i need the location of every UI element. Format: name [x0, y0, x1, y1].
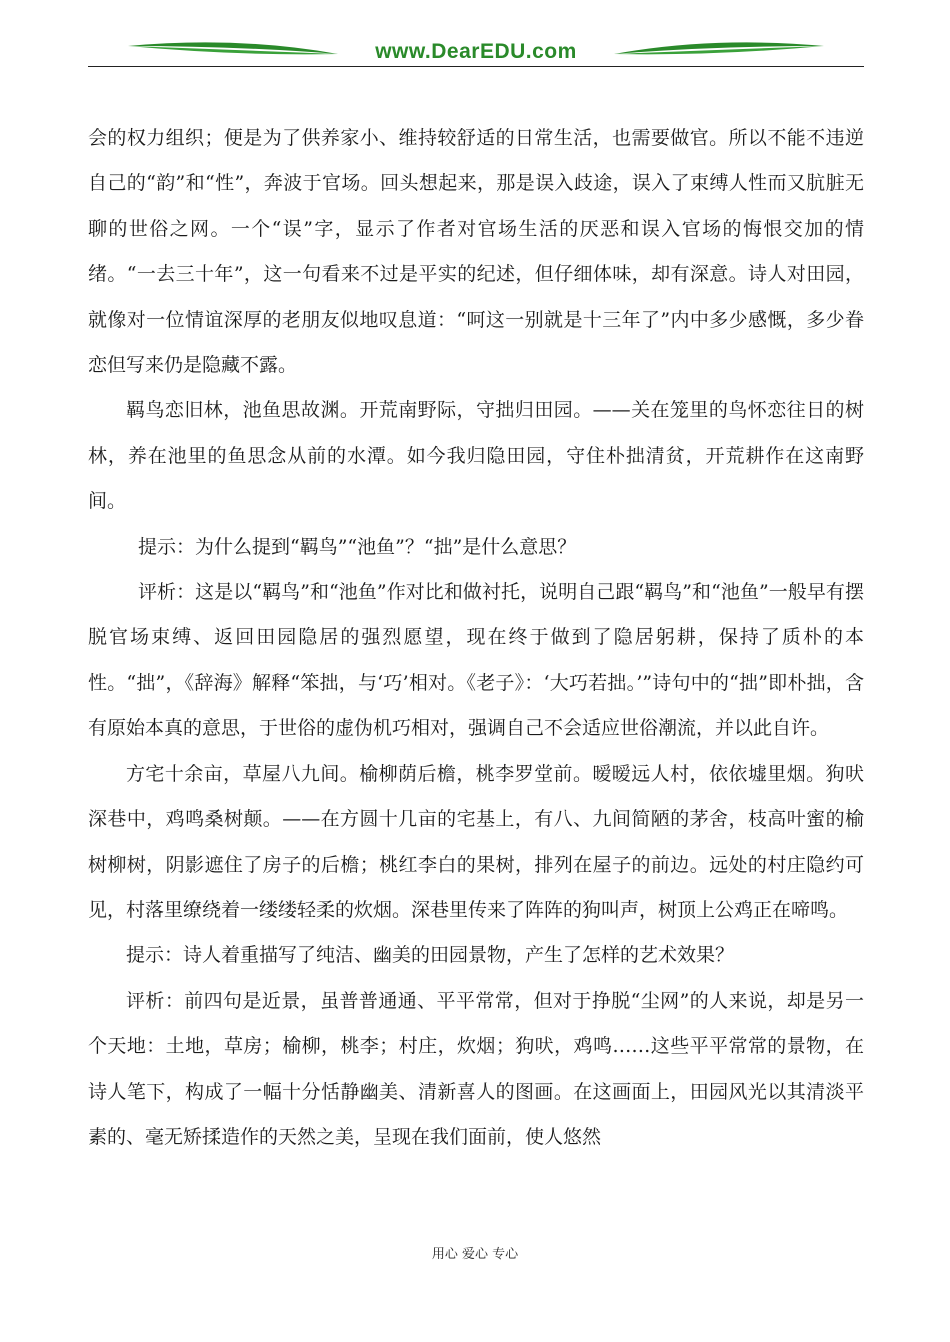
header-divider [88, 66, 864, 67]
paragraph-3: 方宅十余亩，草屋八九间。榆柳荫后檐，桃李罗堂前。暧暧远人村，依依墟里烟。狗吠深巷中，鸡鸣桑树颠。——在方圆十几亩的宅基上，有八、九间简陋的茅舍，枝高叶蜜的榆树柳树，阴影遮住了房子的后檐；桃红李白的果树，排列在屋子的前边。远处的村庄隐约可见，村落里缭绕着一缕缕轻柔的炊烟。深巷里传来了阵阵的狗叫声，树顶上公鸡正在啼鸣。 [88, 762, 864, 921]
prompt-1: 提示：为什么提到“羁鸟”“池鱼”？“拙”是什么意思？ [138, 535, 577, 558]
page-footer: 用心 爱心 专心 [431, 1247, 519, 1262]
page-header [88, 34, 864, 74]
paragraph-1: 会的权力组织；便是为了供养家小、维持较舒适的日常生活，也需要做官。所以不能不违逆自己的“韵”和“性”，奔波于官场。回头想起来，那是误入歧途，误入了束缚人性而又肮脏无聊的世俗之网。一个“误”字，显示了作者对官场生活的厌恶和误入官场的悔恨交加的情绪。“一去三十年”，这一句看来不过是平实的纪述，但仔细体味，却有深意。诗人对田园，就像对一位情谊深厚的老朋友似地叹息道：“呵这一别就是十三年了”内中多少感慨，多少眷恋但写来仍是隐藏不露。 [88, 127, 864, 377]
analysis-2: 评析：前四句是近景，虽普普通通、平平常常，但对于挣脱“尘网”的人来说，却是另一个天地：土地，草房；榆柳，桃李；村庄，炊烟；狗吠，鸡鸣……这些平平常常的景物，在诗人笔下，构成了一幅十分恬静幽美、清新喜人的图画。在这画面上，田园风光以其清淡平素的、毫无矫揉造作的天然之美，呈现在我们面前，使人悠然 [88, 989, 864, 1148]
paragraph-2: 羁鸟恋旧林，池鱼思故渊。开荒南野际，守拙归田园。——关在笼里的鸟怀恋往日的树林，养在池里的鱼思念从前的水潭。如今我归隐田园，守住朴拙清贫，开荒耕作在这南野间。 [88, 399, 864, 513]
header-brand: www.DearEDU.com [375, 40, 577, 63]
analysis-1: 评析：这是以“羁鸟”和“池鱼”作对比和做衬托，说明自己跟“羁鸟”和“池鱼”一般早有摆脱官场束缚、返回田园隐居的强烈愿望，现在终于做到了隐居躬耕，保持了质朴的本性。“拙”，《辞海》解释“笨拙，与‘巧’相对。《老子》：‘大巧若拙。’”诗句中的“拙”即朴拙，含有原始本真的意思，于世俗的虚伪机巧相对，强调自己不会适应世俗潮流，并以此自许。 [88, 581, 864, 740]
prompt-2: 提示：诗人着重描写了纯洁、幽美的田园景物，产生了怎样的艺术效果？ [126, 944, 735, 967]
document-body [88, 116, 864, 1160]
